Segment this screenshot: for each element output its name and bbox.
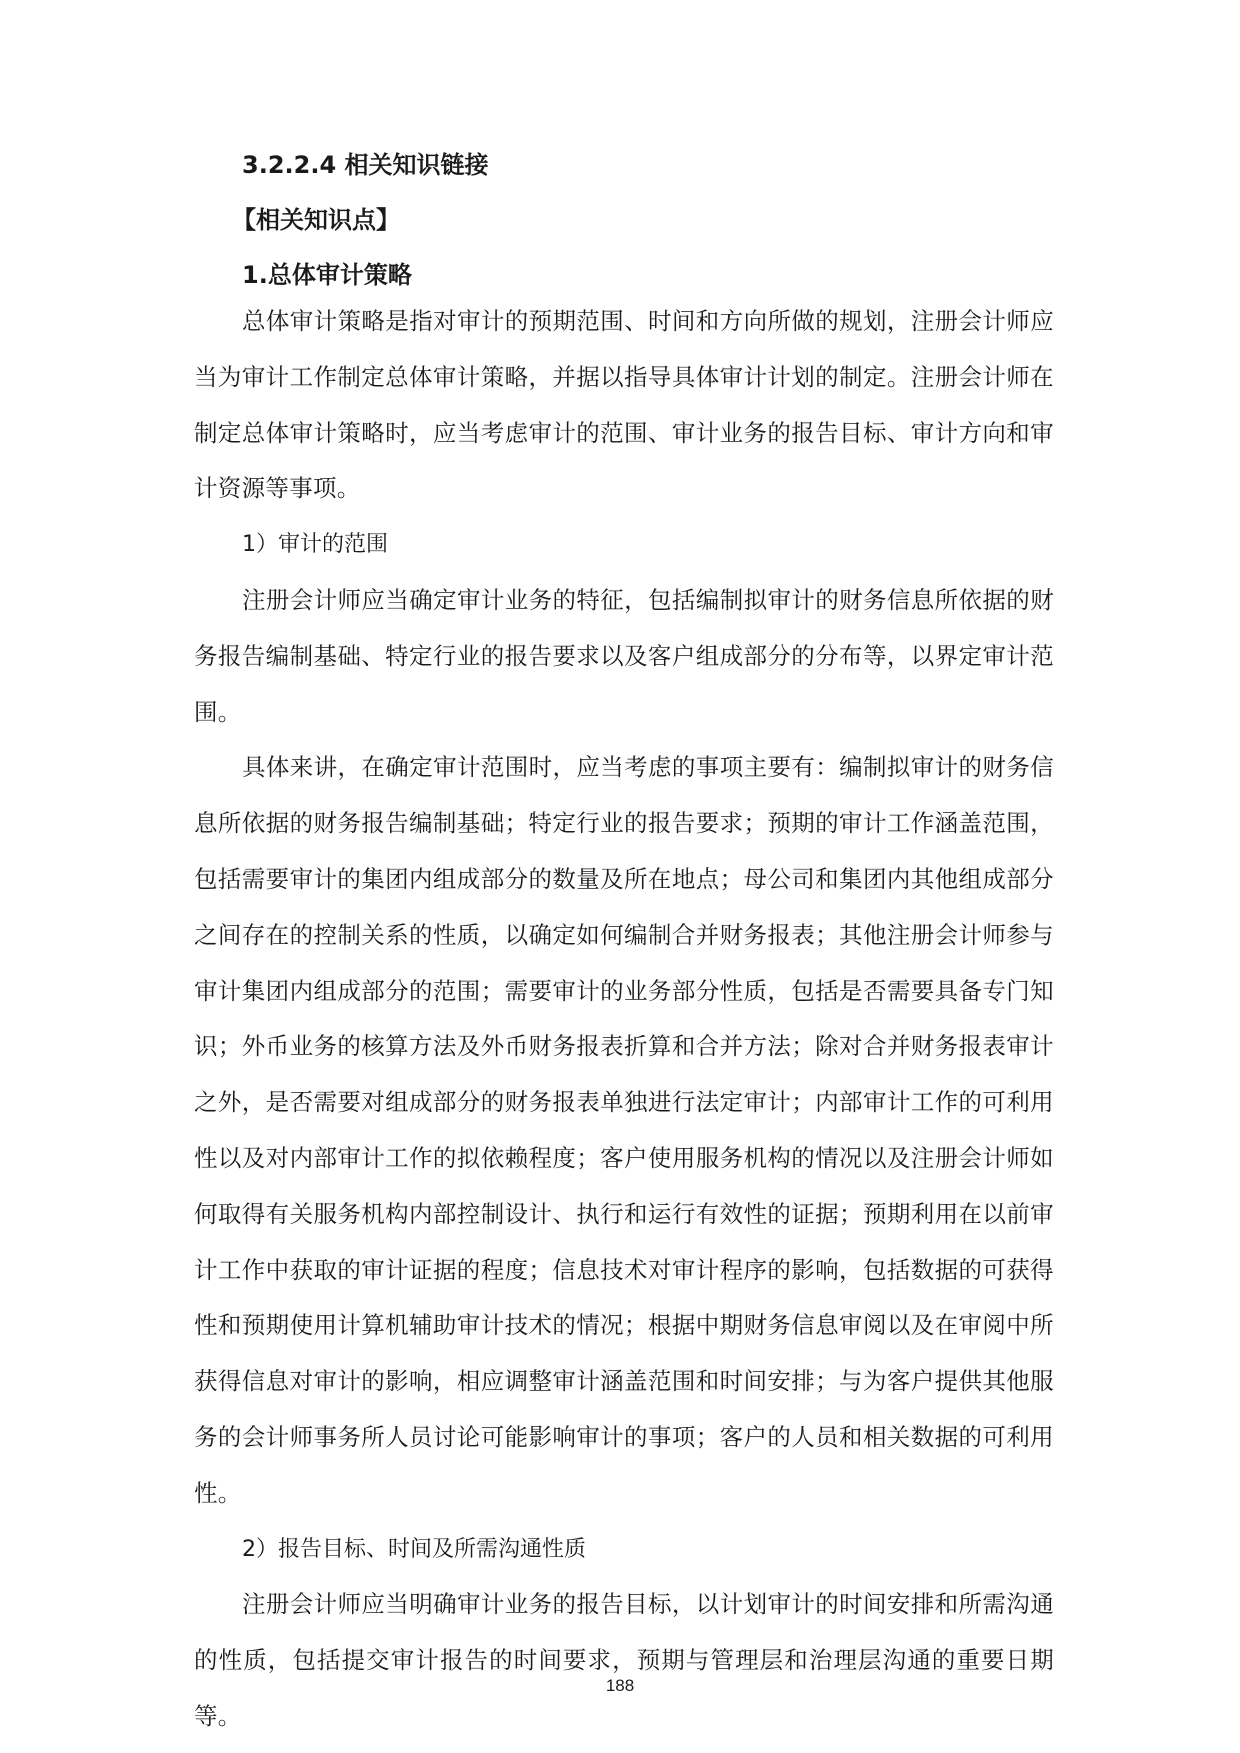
topic-title: 1.总体审计策略 <box>242 261 412 289</box>
intro-paragraph: 总体审计策略是指对审计的预期范围、时间和方向所做的规划，注册会计师应当为审计工作制定总体审计策略，并据以指导具体审计计划的制定。注册会计师在制定总体审计策略时，应当考虑审计的范围、审计业务的报告目标、审计方向和审计资源等事项。 <box>194 307 1054 503</box>
report-paragraph: 注册会计师应当明确审计业务的报告目标，以计划审计的时间安排和所需沟通的性质，包括提交审计报告的时间要求，预期与管理层和治理层沟通的重要日期等。 <box>194 1590 1054 1730</box>
knowledge-label: 【相关知识点】 <box>232 206 400 234</box>
section-title: 3.2.2.4 相关知识链接 <box>242 151 489 179</box>
scope-paragraph: 注册会计师应当确定审计业务的特征，包括编制拟审计的财务信息所依据的财务报告编制基础、特定行业的报告要求以及客户组成部分的分布等，以界定审计范围。 <box>194 585 1054 726</box>
report-subheading: 2）报告目标、时间及所需沟通性质 <box>242 1536 586 1562</box>
document-page <box>194 150 1054 1745</box>
scope-subheading: 1）审计的范围 <box>242 532 388 558</box>
page-number: 188 <box>605 1676 635 1695</box>
scope-detail-paragraph: 具体来讲，在确定审计范围时，应当考虑的事项主要有：编制拟审计的财务信息所依据的财务报告编制基础；特定行业的报告要求；预期的审计工作涵盖范围，包括需要审计的集团内组成部分的数量及所在地点；母公司和集团内其他组成部分之间存在的控制关系的性质，以确定如何编制合并财务报表；其他注册会计师参与审计集团内组成部分的范围；需要审计的业务部分性质，包括是否需要具备专门知识；外币业务的核算方法及外币财务报表折算和合并方法；除对合并财务报表审计之外，是否需要对组成部分的财务报表单独进行法定审计；内部审计工作的可利用性以及对内部审计工作的拟依赖程度；客户使用服务机构的情况以及注册会计师如何取得有关服务机构内部控制设计、执行和运行有效性的证据；预期利用在以前审计工作中获取的审计证据的程度；信息技术对审计程序的影响，包括数据的可获得性和预期使用计算机辅助审计技术的情况；根据中期财务信息审阅以及在审阅中所获得信息对审计的影响，相应调整审计涵盖范围和时间安排；与为客户提供其他服务的会计师事务所人员讨论可能影响审计的事项；客户的人员和相关数据的可利用性。 <box>194 753 1054 1507</box>
